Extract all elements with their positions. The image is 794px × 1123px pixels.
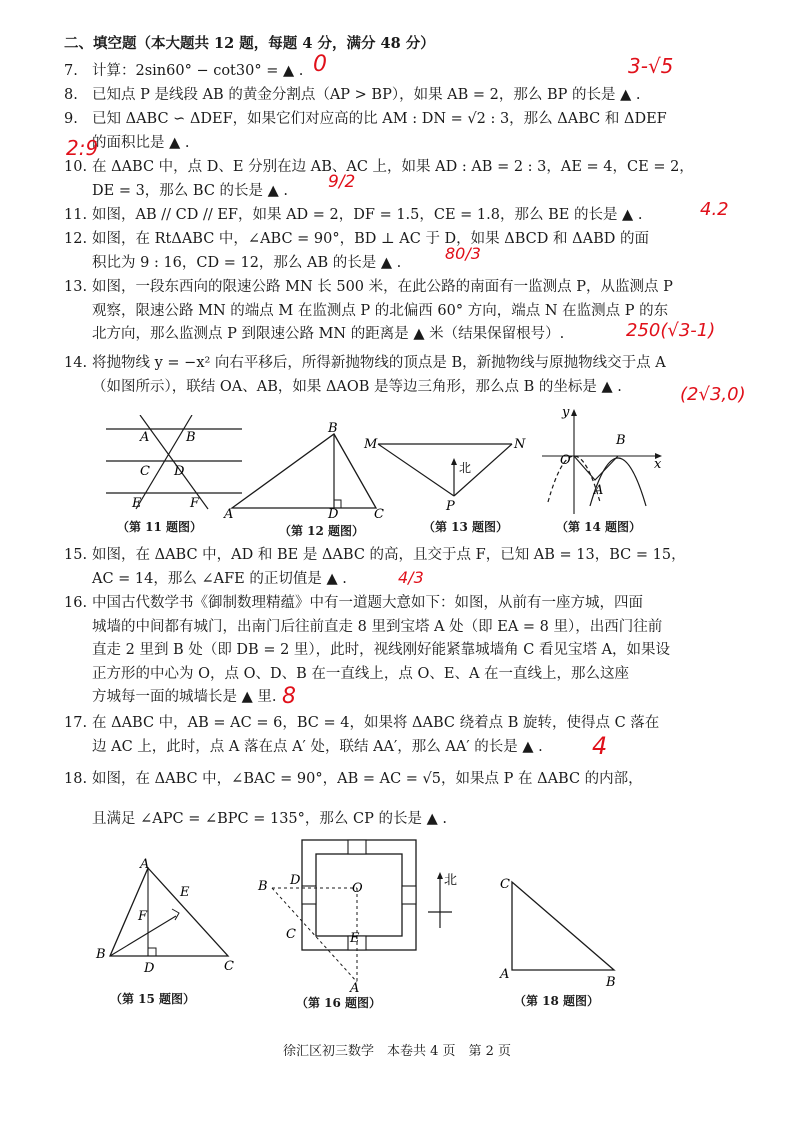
label-E: E bbox=[180, 885, 190, 900]
label-A: A bbox=[140, 430, 150, 445]
question-line: DE = 3，那么 BC 的长是 ▲ . bbox=[92, 182, 289, 199]
page-footer: 徐汇区初三数学 本卷共 4 页 第 2 页 bbox=[282, 1044, 512, 1059]
label-B: B bbox=[186, 430, 196, 445]
label-D: D bbox=[174, 464, 185, 479]
question-18 bbox=[64, 768, 744, 831]
question-number: 16. bbox=[64, 595, 88, 611]
caption-fig12: （第 12 题图） bbox=[279, 524, 365, 538]
label-x: x bbox=[654, 457, 662, 472]
question-text bbox=[92, 204, 744, 228]
question-line: 观察，限速公路 MN 的端点 M 在监测点 P 的北偏西 60° 方向，端点 N 在监测点 P 的东 bbox=[92, 302, 669, 319]
label-A: A bbox=[224, 507, 234, 520]
question-text bbox=[92, 108, 744, 155]
handwritten-answer-q16: 8 bbox=[282, 684, 296, 709]
question-text bbox=[92, 84, 744, 108]
question-line: 且满足 ∠APC = ∠BPC = 135°，那么 CP 的长是 ▲ . bbox=[92, 810, 447, 827]
question-9 bbox=[64, 108, 744, 155]
question-number: 18. bbox=[64, 771, 88, 787]
figure-16 bbox=[252, 832, 422, 994]
question-8 bbox=[64, 84, 744, 108]
question-line: 中国古代数学书《御制数理精蕴》中有一道题大意如下：如图，从前有一座方城，四面 bbox=[92, 595, 643, 611]
caption-fig14: （第 14 题图） bbox=[556, 520, 642, 534]
question-line: 如图，在 ΔABC 中，∠BAC = 90°，AB = AC = √5，如果点 P 在 ΔABC 的内部， bbox=[92, 771, 643, 787]
handwritten-answer-q17: 4 bbox=[592, 732, 608, 760]
label-A: A bbox=[140, 858, 150, 872]
label-A: A bbox=[500, 967, 510, 982]
section-header: 二、填空题（本大题共 12 题，每题 4 分，满分 48 分） bbox=[64, 35, 435, 52]
label-y: y bbox=[562, 405, 570, 420]
label-C: C bbox=[500, 877, 510, 892]
question-line: （如图所示），联结 OA、AB，如果 ΔAOB 是等边三角形，那么点 B 的坐标是 ▲ . bbox=[92, 378, 622, 395]
handwritten-answer-q12: 80/3 bbox=[445, 244, 481, 263]
label-E: E bbox=[350, 931, 360, 946]
handwritten-answer-q11: 4.2 bbox=[700, 199, 729, 220]
question-line: AC = 14，那么 ∠AFE 的正切值是 ▲ . bbox=[92, 570, 347, 587]
label-D: D bbox=[144, 961, 155, 976]
question-text bbox=[92, 352, 744, 399]
caption-fig15: （第 15 题图） bbox=[110, 992, 196, 1006]
label-N: N bbox=[514, 437, 526, 452]
question-17 bbox=[64, 712, 744, 759]
question-line: 将抛物线 y = −x² 向右平移后，所得新抛物线的顶点是 B，新抛物线与原抛物线交于点 A bbox=[92, 355, 666, 371]
handwritten-answer-q9: 2:9 bbox=[66, 136, 99, 160]
question-number: 13. bbox=[64, 279, 88, 295]
question-text bbox=[92, 712, 744, 759]
question-line: 正方形的中心为 O，点 O、D、B 在一直线上，点 O、E、A 在一直线上，那么这座 bbox=[92, 665, 630, 682]
label-F: F bbox=[138, 909, 148, 924]
question-line: 城墙的中间都有城门，出南门后往前直走 8 里到宝塔 A 处（即 EA = 8 里），出西门往前 bbox=[92, 618, 663, 635]
caption-fig13: （第 13 题图） bbox=[423, 520, 509, 534]
label-B: B bbox=[616, 433, 626, 448]
label-O: O bbox=[352, 881, 363, 896]
question-11 bbox=[64, 204, 744, 228]
question-line: 在 ΔABC 中，AB = AC = 6，BC = 4，如果将 ΔABC 绕着点 B 旋转，使得点 C 落在 bbox=[92, 715, 660, 731]
label-P: P bbox=[446, 499, 455, 514]
question-number: 17. bbox=[64, 715, 88, 731]
question-line: 如图，在 RtΔABC 中，∠ABC = 90°，BD ⊥ AC 于 D，如果 ΔBCD 和 ΔABD 的面 bbox=[92, 231, 649, 247]
question-line: 在 ΔABC 中，点 D、E 分别在边 AB、AC 上，如果 AD : AB = 2 : 3，AE = 4，CE = 2， bbox=[92, 159, 694, 175]
label-M: M bbox=[364, 437, 378, 452]
label-C: C bbox=[224, 959, 234, 974]
question-number: 10. bbox=[64, 159, 88, 175]
question-line: 的面积比是 ▲ . bbox=[92, 134, 190, 151]
label-C: C bbox=[286, 927, 296, 942]
caption-fig11: （第 11 题图） bbox=[117, 520, 203, 534]
question-line: 北方向，那么监测点 P 到限速公路 MN 的距离是 ▲ 米（结果保留根号）. bbox=[92, 326, 565, 342]
question-line: 如图，一段东西向的限速公路 MN 长 500 米，在此公路的南面有一监测点 P，从监测点 P bbox=[92, 279, 673, 295]
handwritten-answer-q7: 0 bbox=[313, 52, 327, 77]
label-C: C bbox=[374, 507, 384, 520]
label-C: C bbox=[140, 464, 150, 479]
question-text bbox=[92, 228, 744, 275]
label-B: B bbox=[258, 879, 268, 894]
label-B: B bbox=[606, 975, 616, 990]
question-14 bbox=[64, 352, 744, 399]
figure-13 bbox=[362, 430, 532, 515]
question-text bbox=[92, 156, 744, 203]
label-O: O bbox=[560, 453, 571, 468]
label-D: D bbox=[328, 507, 339, 520]
question-number: 9. bbox=[64, 111, 78, 127]
question-16 bbox=[64, 592, 744, 710]
question-line: 已知 ΔABC ∽ ΔDEF，如果它们对应高的比 AM : DN = √2 : 3，那么 ΔABC 和 ΔDEF bbox=[92, 111, 667, 127]
question-line: 已知点 P 是线段 AB 的黄金分割点（AP > BP），如果 AB = 2，那么 BP 的长是 ▲ . bbox=[92, 87, 641, 103]
question-10 bbox=[64, 156, 744, 203]
compass-icon bbox=[426, 868, 476, 932]
handwritten-answer-q10: 9/2 bbox=[328, 172, 356, 192]
figure-15 bbox=[90, 858, 250, 978]
label-D: D bbox=[290, 873, 301, 888]
question-number: 8. bbox=[64, 87, 78, 103]
label-B: B bbox=[328, 421, 338, 436]
caption-fig16: （第 16 题图） bbox=[296, 996, 382, 1010]
question-number: 7. bbox=[64, 63, 78, 79]
figure-18 bbox=[496, 870, 626, 990]
handwritten-answer-q14: (2√3,0) bbox=[680, 384, 746, 405]
question-number: 15. bbox=[64, 547, 88, 563]
handwritten-answer-q15: 4/3 bbox=[398, 568, 424, 587]
question-line: 直走 2 里到 B 处（即 DB = 2 里），此时，视线刚好能紧靠城墙角 C 看见宝塔 A，如果设 bbox=[92, 642, 671, 658]
question-line: 计算：2sin60° − cot30° = ▲ . bbox=[92, 63, 304, 79]
label-north: 北 bbox=[444, 873, 458, 888]
label-A: A bbox=[350, 981, 360, 994]
label-north: 北 bbox=[459, 461, 472, 475]
question-text bbox=[92, 592, 744, 710]
label-F: F bbox=[190, 496, 200, 511]
caption-fig18: （第 18 题图） bbox=[514, 994, 600, 1008]
question-line: 积比为 9 : 16，CD = 12，那么 AB 的长是 ▲ . bbox=[92, 254, 402, 271]
question-line: 方城每一面的城墙长是 ▲ 里. bbox=[92, 689, 277, 705]
handwritten-answer-q8: 3-√5 bbox=[628, 54, 674, 78]
figure-14 bbox=[538, 404, 668, 516]
question-number: 11. bbox=[64, 207, 88, 223]
question-12 bbox=[64, 228, 744, 275]
question-number: 14. bbox=[64, 355, 88, 371]
label-E: E bbox=[132, 496, 142, 511]
question-number: 12. bbox=[64, 231, 88, 247]
handwritten-answer-q13: 250(√3-1) bbox=[626, 320, 716, 341]
question-text bbox=[92, 768, 744, 831]
label-B: B bbox=[96, 947, 106, 962]
question-line: 如图，在 ΔABC 中，AD 和 BE 是 ΔABC 的高，且交于点 F，已知 AB = 13，BC = 15， bbox=[92, 547, 686, 563]
question-line: 如图，AB // CD // EF，如果 AD = 2，DF = 1.5，CE = 1.8，那么 BE 的长是 ▲ . bbox=[92, 207, 643, 223]
question-line: 边 AC 上，此时，点 A 落在点 A′ 处，联结 AA′，那么 AA′ 的长是 ▲ . bbox=[92, 738, 543, 755]
label-A: A bbox=[594, 483, 604, 498]
